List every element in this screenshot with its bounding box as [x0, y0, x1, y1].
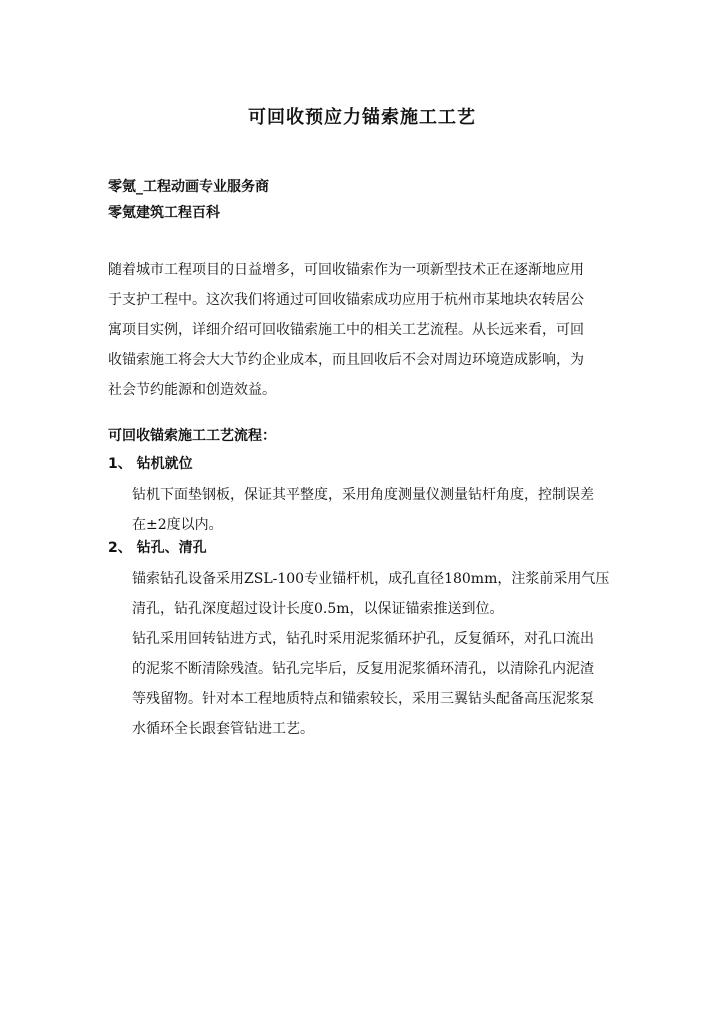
step-2-line: 钻孔采用回转钻进方式，钻孔时采用泥浆循环护孔，反复循环，对孔口流出	[132, 631, 594, 647]
intro-paragraph	[108, 255, 584, 405]
step-2-line: 锚索钻孔设备采用ZSL-100专业锚杆机，成孔直径180mm，注浆前采用气压	[132, 571, 610, 587]
step-2-line: 清孔，钻孔深度超过设计长度0.5m，以保证锚索推送到位。	[132, 601, 504, 617]
step-2-line: 等残留物。针对本工程地质特点和锚索较长，采用三翼钻头配备高压泥浆泵	[132, 691, 594, 707]
step-2-line: 水循环全长跟套管钻进工艺。	[132, 721, 314, 737]
step-1-line: 钻机下面垫钢板，保证其平整度，采用角度测量仪测量钻杆角度，控制误差	[132, 487, 594, 503]
process-heading: 可回收锚索施工工艺流程：	[108, 428, 276, 444]
step-1-body	[132, 480, 594, 540]
step-2-heading: 2、 钻孔、清孔	[108, 540, 207, 556]
document-title: 可回收预应力锚索施工工艺	[248, 107, 476, 128]
intro-line: 收锚索施工将会大大节约企业成本，而且回收后不会对周边环境造成影响，为	[108, 352, 584, 368]
intro-line: 随着城市工程项目的日益增多，可回收锚索作为一项新型技术正在逐渐地应用	[108, 262, 584, 278]
intro-line: 社会节约能源和创造效益。	[108, 382, 276, 398]
step-1-heading: 1、 钻机就位	[108, 456, 193, 472]
author-line-1: 零氪_工程动画专业服务商	[108, 179, 269, 195]
intro-line: 寓项目实例，详细介绍可回收锚索施工中的相关工艺流程。从长远来看，可回	[108, 322, 584, 338]
author-line-2: 零氪建筑工程百科	[108, 205, 220, 221]
step-2-line: 的泥浆不断清除残渣。钻孔完毕后，反复用泥浆循环清孔，以清除孔内泥渣	[132, 661, 594, 677]
step-1-line: 在±2度以内。	[132, 517, 223, 533]
step-2-body	[132, 564, 609, 744]
intro-line: 于支护工程中。这次我们将通过可回收锚索成功应用于杭州市某地块农转居公	[108, 292, 584, 308]
